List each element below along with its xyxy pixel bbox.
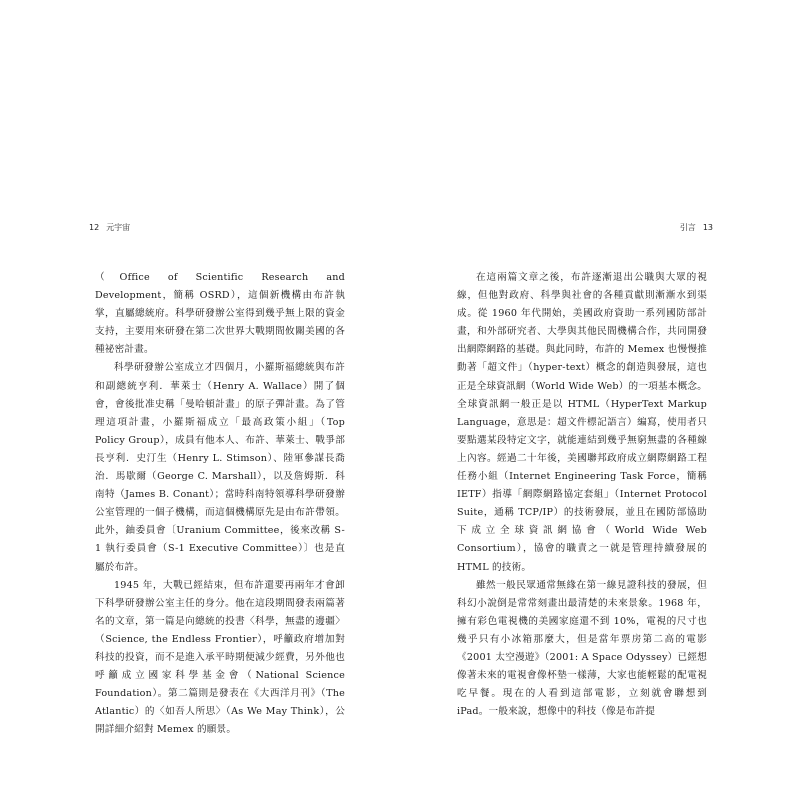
left-paragraph-3: 1945 年，大戰已經結束，但布許還要再兩年才會卸下科學研發辦公室主任的身分。他在這段期間發表兩篇著名的文章，第一篇是向總統的投書〈科學，無盡的邊疆〉（Science, the Endless Frontier），呼籲政府增加對科技的投資，而不是進入承平時期便減少經費，另外他也呼籲成立國家科學基金會（National Science Foundation）。第二篇則是發表在《大西洋月刊》（The Atlantic）的〈如吾人所思〉（As We May Think），公開詳細介紹對 Memex 的願景。 (95, 579, 345, 736)
right-paragraph-2: 雖然一般民眾通常無緣在第一線見證科技的發展，但科幻小說倒是常常刻畫出最清楚的未來景象。1968 年，擁有彩色電視機的美國家庭還不到 10%，電視的尺寸也幾乎只有小冰箱那麼大，但是當年票房第二高的電影《2001 太空漫遊》（2001: A Space Odyssey）已經想像著未來的電視會像杯墊一樣薄，大家也能輕鬆的配電視吃早餐。現在的人看到這部電影，立刻就會聯想到 iPad。一般來說，想像中的科技（像是布許提 (457, 579, 707, 718)
right-page (400, 0, 800, 800)
left-running-header (89, 223, 130, 233)
right-running-title: 引言 (679, 223, 696, 232)
left-paragraph-1: （Office of Scientific Research and Development，簡稱 OSRD），這個新機構由布許執掌，直屬總統府。科學研發辦公室得到幾乎無上限的資金支持，主要用來研發在第二次世界大戰期間攸關美國的各種祕密計畫。 (95, 272, 345, 356)
left-running-title: 元宇宙 (106, 223, 131, 232)
left-page-number: 12 (89, 223, 100, 232)
right-page-number: 13 (702, 223, 713, 232)
right-running-header (680, 223, 713, 233)
right-body-text (457, 269, 707, 721)
left-paragraph-2: 科學研發辦公室成立才四個月，小羅斯福總統與布許和副總統亨利．華萊士（Henry A. Wallace）開了個會，會後批准史稱「曼哈頓計畫」的原子彈計畫。為了管理這項計畫，小羅斯福成立「最高政策小組」（Top Policy Group），成員有他本人、布許、華萊士、戰爭部長亨利．史汀生（Henry L. Stimson）、陸軍參謀長喬治．馬歇爾（George C. Marshall），以及詹姆斯．科南特（James B. Conant）；當時科南特領導科學研發辦公室管理的一個子機構，而這個機構原先是由布許帶領。此外，鈾委員會〔Uranium Committee，後來改稱 S-1 執行委員會（S-1 Executive Committee）〕也是直屬於布許。 (95, 362, 345, 573)
right-paragraph-1: 在這兩篇文章之後，布許逐漸退出公職與大眾的視線，但他對政府、科學與社會的各種貢獻則漸漸水到渠成。從 1960 年代開始，美國政府資助一系列國防部計畫，和外部研究者、大學與其他民間機構合作，共同開發出網際網路的基礎。與此同時，布許的 Memex 也慢慢推動著「超文件」（hyper-text）概念的創造與發展，這也正是全球資訊網（World Wide Web）的一項基本概念。全球資訊網一般正是以 HTML（HyperText Markup Language，意思是：超文件標記語言）編寫，使用者只要點選某段特定文字，就能連結到幾乎無窮無盡的各種線上內容。經過二十年後，美國聯邦政府成立網際網路工程任務小組（Internet Engineering Task Force，簡稱 IETF）指導「網際網路協定套組」（Internet Protocol Suite，通稱 TCP/IP）的技術發展，並且在國防部協助下成立全球資訊網協會（World Wide Web Consortium），協會的職責之一就是管理持續發展的 HTML 的技術。 (457, 272, 707, 573)
left-body-text (95, 269, 345, 739)
